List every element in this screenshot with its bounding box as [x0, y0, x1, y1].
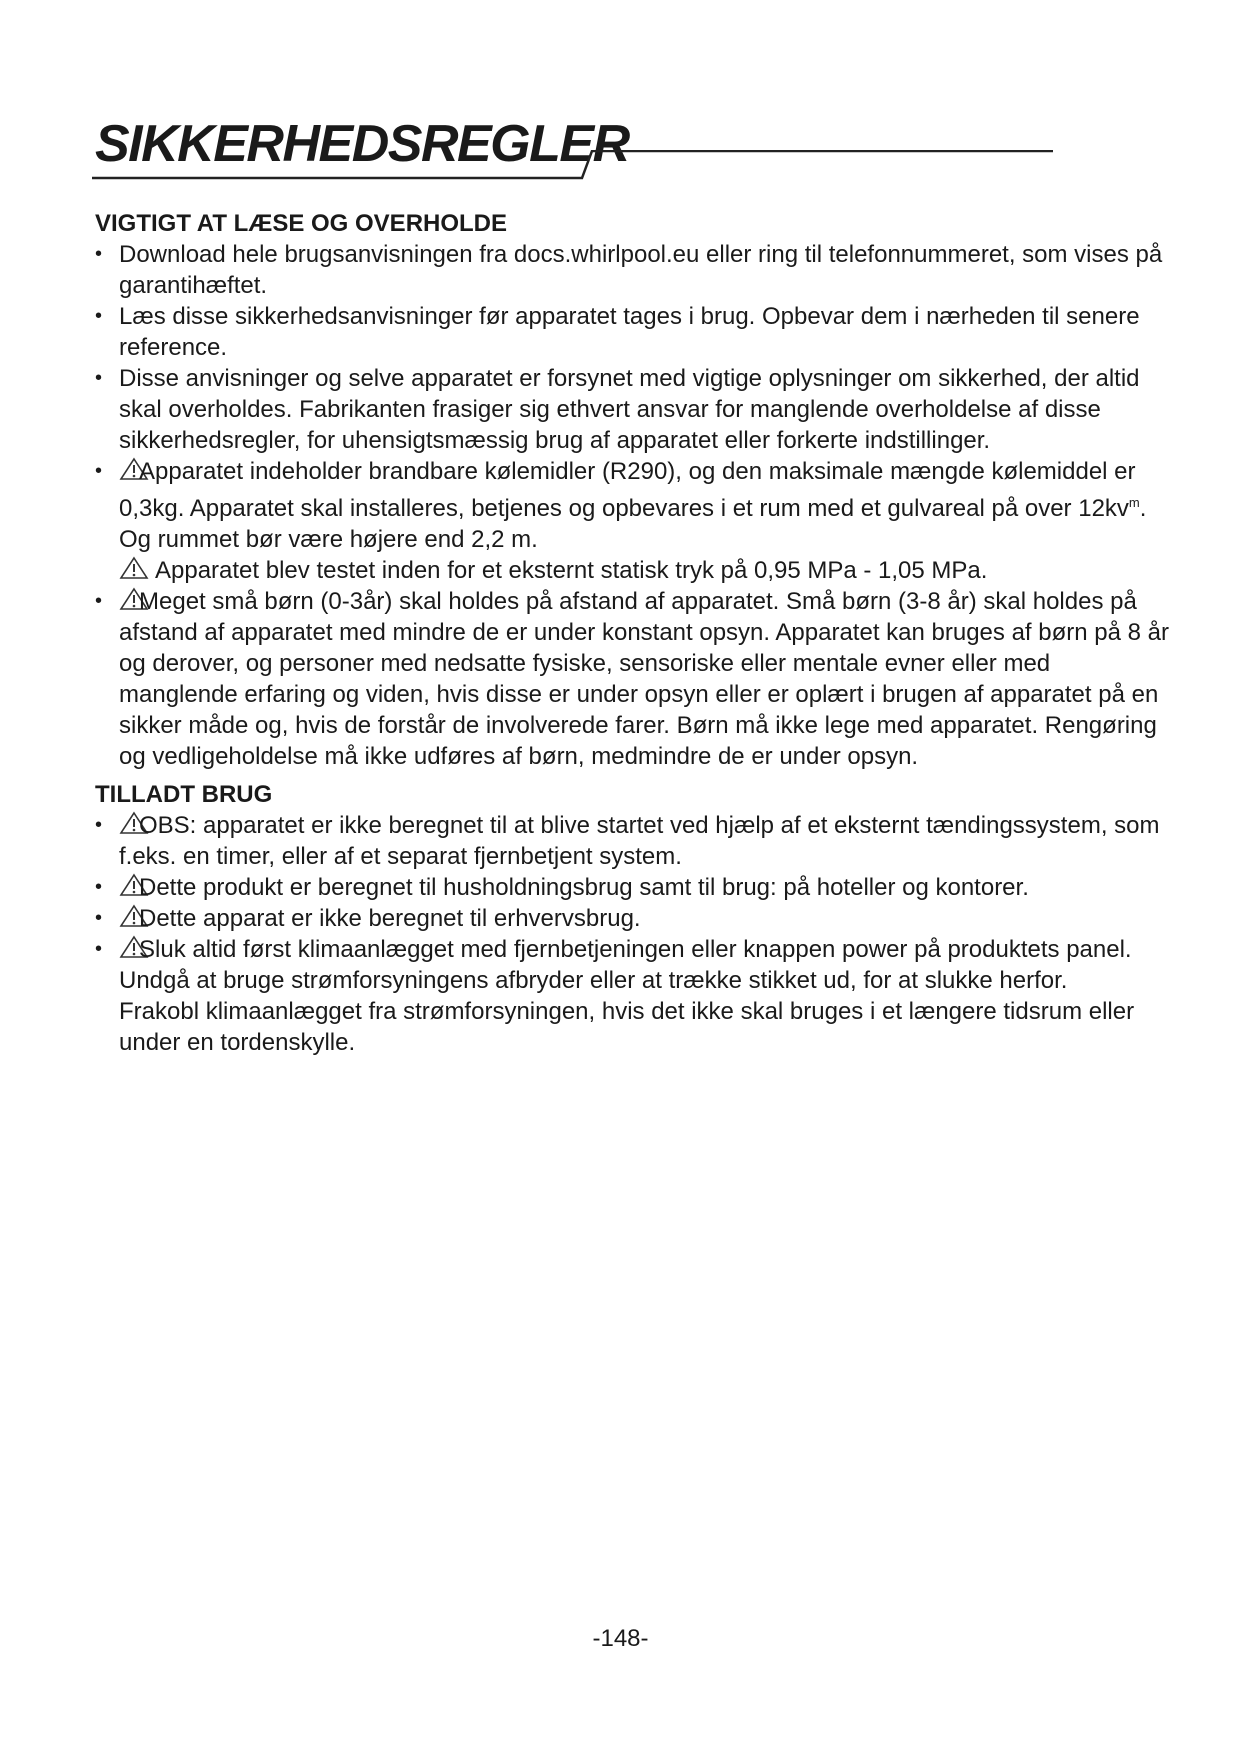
item-text: Meget små børn (0-3år) skal holdes på afstand af apparatet. Små børn (3-8 år) skal holdes på afstand af apparatet med mindre de er under konstant opsyn. Apparatet kan bruges af børn på 8 år og derover, og personer med nedsatte fysiske, sensoriske eller mentale evner eller med manglende erfaring og viden, hvis disse er under opsyn eller er oplært i brugen af apparatet på en sikker måde og, hvis de forstår de involverede farer. Børn må ikke lege med apparatet. Rengøring og vedligeholdelse må ikke udføres af børn, medmindre de er under opsyn.	[119, 588, 1169, 770]
page-title: SIKKERHEDSREGLER	[95, 115, 629, 173]
item-text: Sluk altid først klimaanlægget med fjernbetjeningen eller knappen power på produktets panel.	[139, 936, 1132, 963]
continuation-paragraph: Undgå at bruge strømforsyningens afbryder eller at trække stikket ud, for at slukke herfor.	[119, 967, 1068, 994]
list-item	[95, 239, 1175, 301]
continuation-paragraph: Frakobl klimaanlægget fra strømforsyningen, hvis det ikke skal bruges i et længere tidsrum eller under en tordenskylle.	[119, 998, 1135, 1056]
bullet: •	[95, 367, 103, 389]
exclamation-triangle-icon	[119, 556, 149, 580]
item-text: Læs disse sikkerhedsanvisninger før apparatet tages i brug. Opbevar dem i nærheden til senere reference.	[119, 303, 1140, 361]
bullet: •	[95, 876, 103, 898]
pressure-note-text: Apparatet blev testet inden for et eksternt statisk tryk på 0,95 MPa - 1,05 MPa.	[155, 557, 988, 584]
list-item	[95, 301, 1175, 363]
bullet: •	[95, 460, 103, 482]
item-text: OBS: apparatet er ikke beregnet til at blive startet ved hjælp af et eksternt tændingssystem, som f.eks. en timer, eller af et separat fjernbetjent system.	[119, 812, 1160, 870]
pressure-note	[95, 555, 1175, 586]
list-item	[95, 872, 1175, 903]
item-text: Dette apparat er ikke beregnet til erhvervsbrug.	[139, 905, 641, 932]
list-item	[95, 934, 1175, 965]
bullet: •	[95, 243, 103, 265]
permitted-use-list	[95, 810, 1175, 965]
document-body	[95, 208, 1175, 1058]
bullet: •	[95, 590, 103, 612]
item-text: Dette produkt er beregnet til husholdningsbrug samt til brug: på hoteller og kontorer.	[139, 874, 1029, 901]
title-rule	[92, 150, 1172, 202]
page-number: -148-	[592, 1625, 649, 1652]
bullet: •	[95, 938, 103, 960]
unit-superscript: m	[1128, 495, 1140, 510]
list-item	[95, 456, 1175, 555]
bullet: •	[95, 907, 103, 929]
item-text-tail: . Og rummet bør være højere end 2,2 m.	[119, 495, 1147, 553]
bullet: •	[95, 814, 103, 836]
list-item	[95, 810, 1175, 872]
section-heading-permitted-use: TILLADT BRUG	[95, 781, 273, 808]
list-item	[95, 363, 1175, 456]
bullet: •	[95, 305, 103, 327]
list-item	[95, 586, 1175, 772]
item-text: Disse anvisninger og selve apparatet er forsynet med vigtige oplysninger om sikkerhed, der altid skal overholdes. Fabrikanten frasiger sig ethvert ansvar for manglende overholdelse af disse sikkerhedsregler, for uhensigtsmæssig brug af apparatet eller forkerte indstillinger.	[119, 365, 1140, 454]
important-list	[95, 239, 1175, 772]
section-heading-important: VIGTIGT AT LÆSE OG OVERHOLDE	[95, 210, 508, 237]
item-text: Apparatet indeholder brandbare kølemidler (R290), og den maksimale mængde kølemiddel er 0,3kg. Apparatet skal installeres, betjenes og opbevares i et rum med et gulvareal på over 12kv	[119, 458, 1136, 522]
item-text: Download hele brugsanvisningen fra docs.whirlpool.eu eller ring til telefonnummeret, som vises på garantihæftet.	[119, 241, 1163, 299]
list-item	[95, 903, 1175, 934]
